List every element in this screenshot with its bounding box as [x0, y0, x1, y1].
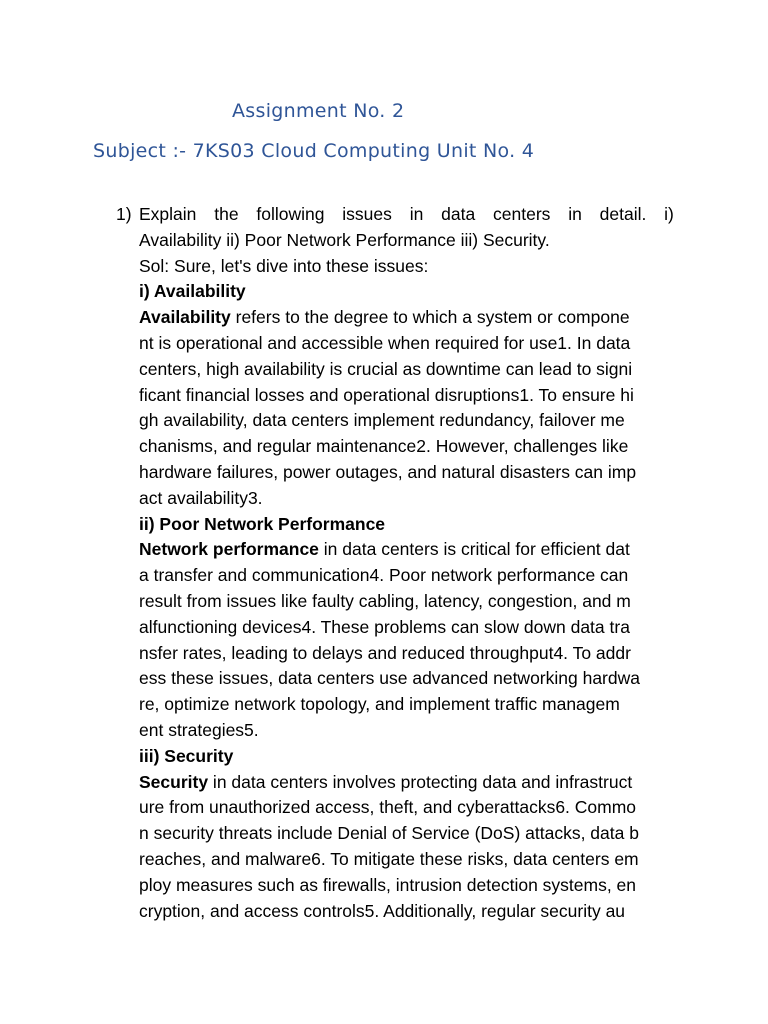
section-line: gh availability, data centers implement redundancy, failover me — [139, 410, 625, 431]
section-heading-availability: i) Availability — [139, 281, 246, 302]
question-word: detail. — [599, 204, 647, 224]
section-line: n security threats include Denial of Service (DoS) attacks, data b — [139, 823, 639, 844]
question-line-1 — [139, 202, 674, 228]
section-line: alfunctioning devices4. These problems can slow down data tra — [139, 616, 630, 637]
section-line: ficant financial losses and operational disruptions1. To ensure hi — [139, 384, 634, 405]
section-line: result from issues like faulty cabling, latency, congestion, and m — [139, 590, 631, 611]
section-term: Availability — [139, 307, 231, 328]
assignment-title: Assignment No. 2 — [232, 100, 405, 122]
section-line: chanisms, and regular maintenance2. However, challenges like — [139, 436, 629, 457]
question-word: data — [441, 204, 476, 224]
question-word: following — [256, 204, 325, 224]
solution-intro: Sol: Sure, let's dive into these issues: — [139, 255, 429, 276]
section-term: Security — [139, 771, 209, 792]
question-word: centers — [493, 204, 551, 224]
section-line: nt is operational and accessible when required for use1. In data — [139, 332, 631, 353]
question-word: issues — [342, 204, 392, 224]
section-line: a transfer and communication4. Poor network performance can — [139, 565, 629, 586]
section-line: Security in data centers involves protecting data and infrastruct — [139, 771, 633, 792]
section-line: reaches, and malware6. To mitigate these risks, data centers em — [139, 848, 639, 869]
section-term: Network performance — [139, 539, 319, 560]
section-line: cryption, and access controls5. Additionally, regular security au — [139, 900, 626, 921]
section-line: Network performance in data centers is critical for efficient dat — [139, 539, 630, 560]
section-line: ess these issues, data centers use advanced networking hardwa — [139, 668, 640, 689]
question-word: in — [568, 204, 582, 224]
section-line: Availability refers to the degree to which a system or compone — [139, 307, 630, 328]
question-word: Explain — [139, 204, 197, 224]
question-word: the — [214, 204, 239, 224]
section-line: hardware failures, power outages, and natural disasters can imp — [139, 461, 637, 482]
section-line: ent strategies5. — [139, 719, 259, 740]
question-word: in — [409, 204, 424, 224]
question-number: 1) — [116, 204, 132, 224]
answer-body — [139, 202, 674, 924]
section-heading-network: ii) Poor Network Performance — [139, 513, 386, 534]
subject-heading: Subject :- 7KS03 Cloud Computing Unit No. 4 — [93, 140, 535, 162]
question-word: i) — [664, 204, 674, 224]
section-line: act availability3. — [139, 487, 263, 508]
section-heading-security: iii) Security — [139, 745, 234, 766]
section-line: centers, high availability is crucial as downtime can lead to signi — [139, 358, 633, 379]
section-line: ure from unauthorized access, theft, and cyberattacks6. Commo — [139, 797, 637, 818]
section-line: re, optimize network topology, and implement traffic managem — [139, 694, 620, 715]
section-line: nsfer rates, leading to delays and reduced throughput4. To addr — [139, 642, 631, 663]
question-line-2: Availability ii) Poor Network Performance iii) Security. — [139, 229, 550, 250]
section-line: ploy measures such as firewalls, intrusion detection systems, en — [139, 874, 637, 895]
